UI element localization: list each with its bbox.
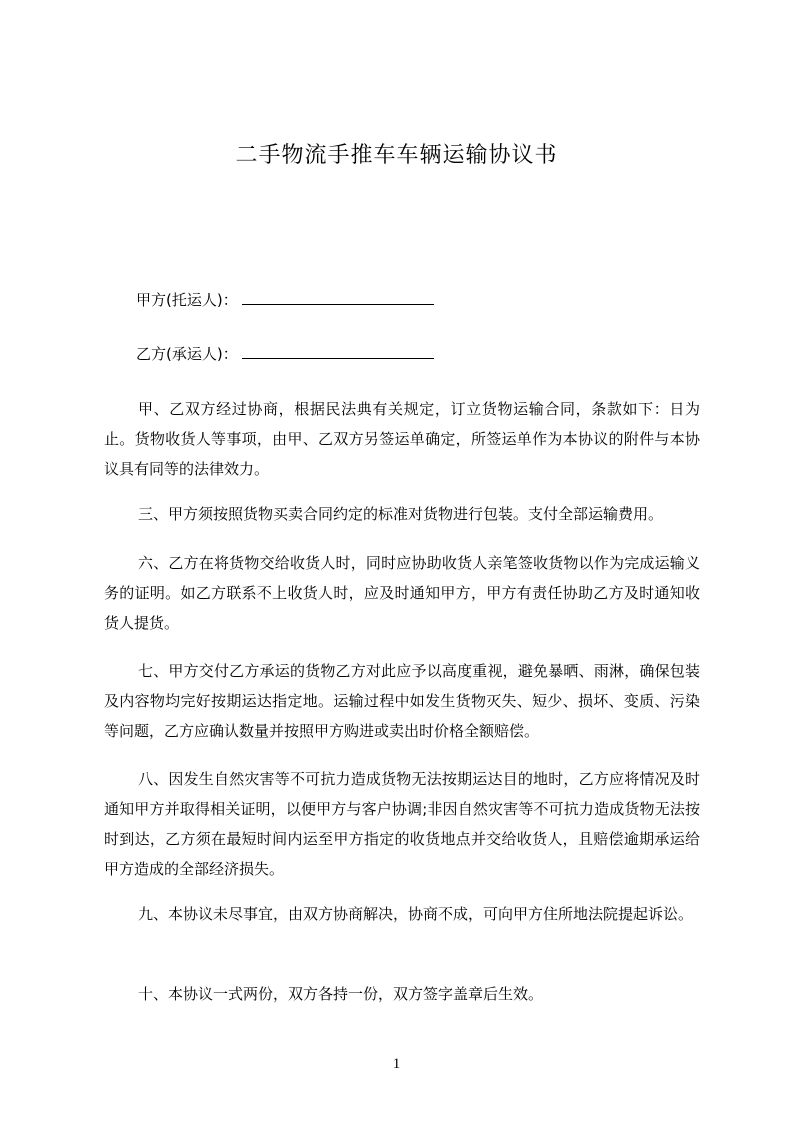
paragraph-clause-6: 六、乙方在将货物交给收货人时，同时应协助收货人亲笔签收货物以作为完成运输义务的证明。如乙方联系不上收货人时，应及时通知甲方，甲方有责任协助乙方及时通知收货人提货。 (104, 554, 700, 632)
paragraph-clause-9: 九、本协议未尽事宜，由双方协商解决，协商不成，可向甲方住所地法院提起诉讼。 (138, 905, 694, 923)
paragraph-clause-7: 七、甲方交付乙方承运的货物乙方对此应予以高度重视，避免暴晒、雨淋，确保包装及内容物均完好按期运达指定地。运输过程中如发生货物灭失、短少、损坏、变质、污染等问题，乙方应确认数量并按照甲方购进或卖出时价格全额赔偿。 (104, 662, 700, 740)
document-title: 二手物流手推车车辆运输协议书 (235, 143, 558, 168)
paragraph-clause-10: 十、本协议一式两份，双方各持一份，双方签字盖章后生效。 (138, 985, 544, 1003)
page-number: 1 (392, 1056, 401, 1072)
paragraph-clause-8: 八、因发生自然灾害等不可抗力造成货物无法按期运达目的地时，乙方应将情况及时通知甲方并取得相关证明，以便甲方与客户协调;非因自然灾害等不可抗力造成货物无法按时到达，乙方须在最短时间内运至甲方指定的收货地点并交给收货人，且赔偿逾期承运给甲方造成的全部经济损失。 (104, 770, 700, 878)
party-b-label: 乙方(承运人)： (136, 345, 238, 363)
party-b-blank (242, 343, 434, 359)
party-b-line (136, 343, 434, 365)
party-a-label: 甲方(托运人)： (136, 291, 238, 309)
paragraph-intro: 甲、乙双方经过协商，根据民法典有关规定，订立货物运输合同，条款如下：日为止。货物收货人等事项，由甲、乙双方另签运单确定，所签运单作为本协议的附件与本协议具有同等的法律效力。 (104, 400, 700, 478)
paragraph-clause-3: 三、甲方须按照货物买卖合同约定的标准对货物进行包装。支付全部运输费用。 (138, 505, 664, 523)
party-a-line (136, 289, 434, 311)
party-a-blank (242, 289, 434, 305)
